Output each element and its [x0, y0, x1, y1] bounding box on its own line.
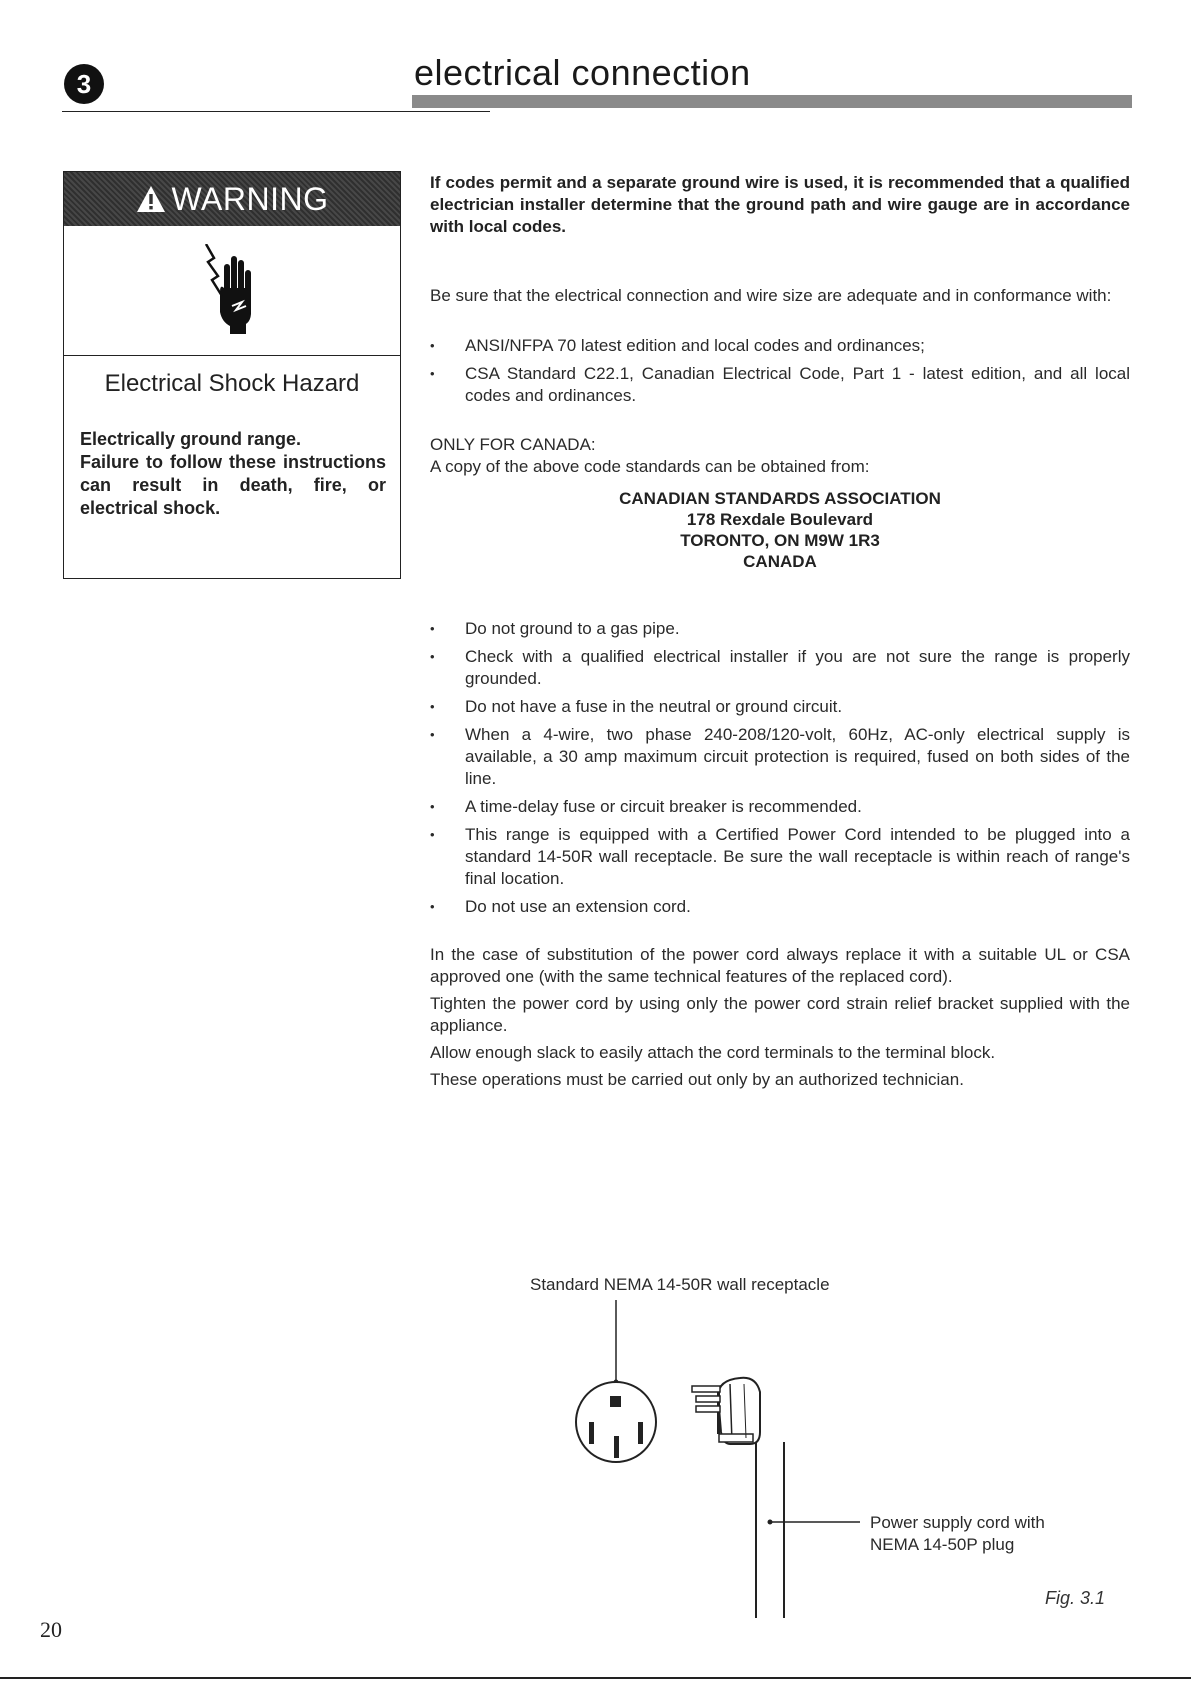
paragraph: These operations must be carried out only by an authorized technician. [430, 1070, 964, 1089]
plug-icon [692, 1378, 760, 1444]
header-rule [62, 111, 490, 112]
address-line: 178 Rexdale Boulevard [686, 510, 874, 529]
warning-signal-word: WARNING [171, 180, 329, 217]
page-title: electrical connection [414, 52, 751, 93]
page-number: 20 [40, 1617, 62, 1642]
list-item: • When a 4-wire, two phase 240-208/120-volt, 60Hz, AC-only electrical supply is available, a 30 amp maximum circuit protection is required, fused on both sides of the line. [430, 724, 1130, 790]
warning-box [63, 171, 401, 579]
address-line: CANADA [743, 552, 817, 571]
list-item: • Do not use an extension cord. [430, 896, 1130, 918]
electrical-shock-hand-icon [202, 244, 262, 336]
receptacle-label: Standard NEMA 14-50R wall receptacle [530, 1275, 830, 1294]
list-item: • CSA Standard C22.1, Canadian Electrical Code, Part 1 - latest edition, and all local codes and ordinances. [430, 363, 1130, 407]
list-item: • Do not ground to a gas pipe. [430, 618, 1130, 640]
hazard-instructions [80, 428, 386, 520]
cord-replacement-notes [430, 944, 1130, 1096]
cord-leader-line [768, 1520, 861, 1525]
list-item: • Do not have a fuse in the neutral or ground circuit. [430, 696, 1130, 718]
conformance-paragraph: Be sure that the electrical connection and wire size are adequate and in conformance with: [430, 286, 1112, 305]
warning-header [64, 172, 400, 226]
standards-list [430, 335, 1130, 413]
list-item: • Check with a qualified electrical installer if you are not sure the range is properly grounded. [430, 646, 1130, 690]
title-underline-bar [412, 95, 1132, 108]
cord-label-line: NEMA 14-50P plug [870, 1535, 1015, 1554]
warning-triangle-icon [136, 185, 166, 213]
hazard-line: Electrically ground range. [80, 429, 302, 449]
power-cord-icon [756, 1442, 784, 1618]
cord-label [870, 1512, 1045, 1556]
nema-figure [560, 1298, 860, 1628]
paragraph: Tighten the power cord by using only the power cord strain relief bracket supplied with the appliance. [430, 994, 1130, 1035]
footer-rule [0, 1677, 1191, 1679]
paragraph: Allow enough slack to easily attach the cord terminals to the terminal block. [430, 1043, 996, 1062]
address-line: CANADIAN STANDARDS ASSOCIATION [619, 489, 941, 508]
instructions-list [430, 618, 1130, 924]
hazard-title: Electrical Shock Hazard [104, 370, 360, 397]
wall-receptacle-icon [576, 1382, 656, 1462]
figure-number: Fig. 3.1 [1045, 1588, 1106, 1608]
paragraph: In the case of substitution of the power cord always replace it with a suitable UL or CSA approved one (with the same technical features of the replaced cord). [430, 945, 1130, 986]
canada-label: ONLY FOR CANADA: [430, 435, 596, 454]
list-item: • A time-delay fuse or circuit breaker is recommended. [430, 796, 1130, 818]
list-item: • ANSI/NFPA 70 latest edition and local codes and ordinances; [430, 335, 1130, 357]
ground-wire-note: If codes permit and a separate ground wire is used, it is recommended that a qualified electrician installer determine that the ground path and wire gauge are in accordance with local codes. [430, 173, 1130, 236]
list-item: • This range is equipped with a Certified Power Cord intended to be plugged into a standard 14-50R wall receptacle. Be sure the wall receptacle is within reach of range's final location. [430, 824, 1130, 890]
address-line: TORONTO, ON M9W 1R3 [680, 531, 880, 550]
section-number: 3 [76, 68, 92, 99]
warning-icon-panel [64, 226, 400, 356]
canada-text: A copy of the above code standards can be obtained from: [430, 457, 870, 476]
hazard-line: Failure to follow these instructions can result in death, fire, or electrical shock. [80, 452, 386, 518]
receptacle-leader-line [614, 1300, 619, 1385]
csa-address [430, 488, 1130, 572]
section-number-badge [64, 64, 104, 104]
cord-label-line: Power supply cord with [870, 1513, 1045, 1532]
